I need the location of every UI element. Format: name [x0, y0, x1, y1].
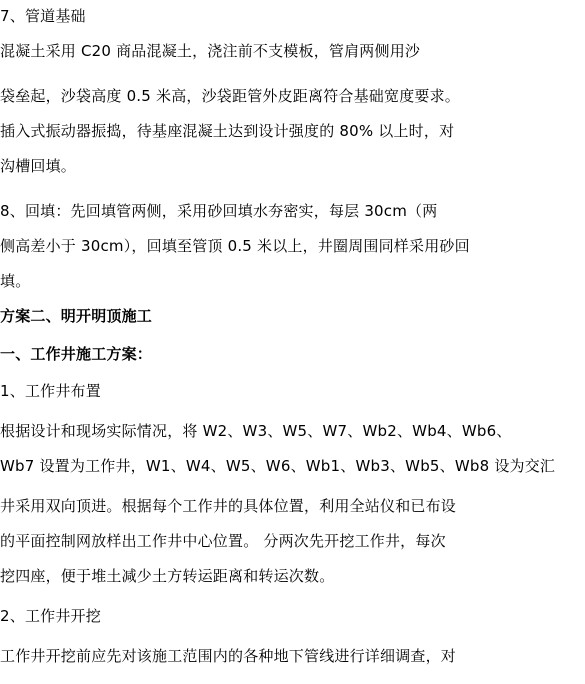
paragraph-line: 工作井开挖前应先对该施工范围内的各种地下管线进行详细调查，对 — [0, 647, 457, 665]
heading-7-pipe-foundation: 7、管道基础 — [0, 7, 86, 25]
paragraph-line: 沟槽回填。 — [0, 157, 77, 175]
paragraph-line: 侧高差小于 30cm），回填至管顶 0.5 米以上，井圈周围同样采用砂回 — [0, 237, 470, 255]
paragraph-line: 的平面控制网放样出工作井中心位置。 分两次先开挖工作井，每次 — [0, 532, 446, 550]
paragraph-line: 挖四座，便于堆土减少土方转运距离和转运次数。 — [0, 567, 335, 585]
paragraph-line: 袋垒起，沙袋高度 0.5 米高，沙袋距管外皮距离符合基础宽度要求。 — [0, 87, 460, 105]
paragraph-line: 混凝土采用 C20 商品混凝土，浇注前不支模板，管肩两侧用沙 — [0, 42, 421, 60]
heading-2-shaft-excavation: 2、工作井开挖 — [0, 607, 101, 625]
section-heading-work-shaft-plan: 一、工作井施工方案： — [0, 345, 153, 363]
heading-1-shaft-layout: 1、工作井布置 — [0, 382, 101, 400]
heading-8-backfill: 8、回填：先回填管两侧，采用砂回填水夯密实，每层 30cm（两 — [0, 202, 438, 220]
paragraph-line: 插入式振动器振捣，待基座混凝土达到设计强度的 80% 以上时，对 — [0, 122, 455, 140]
paragraph-line: 填。 — [0, 272, 31, 290]
paragraph-line: 根据设计和现场实际情况，将 W2、W3、W5、W7、Wb2、Wb4、Wb6、 — [0, 422, 512, 440]
paragraph-line: Wb7 设置为工作井，W1、W4、W5、W6、Wb1、Wb3、Wb5、Wb8 设为交汇 — [0, 457, 556, 475]
section-heading-plan-two: 方案二、明开明顶施工 — [0, 307, 153, 325]
paragraph-line: 井采用双向顶进。根据每个工作井的具体位置，利用全站仪和已布设 — [0, 497, 457, 515]
